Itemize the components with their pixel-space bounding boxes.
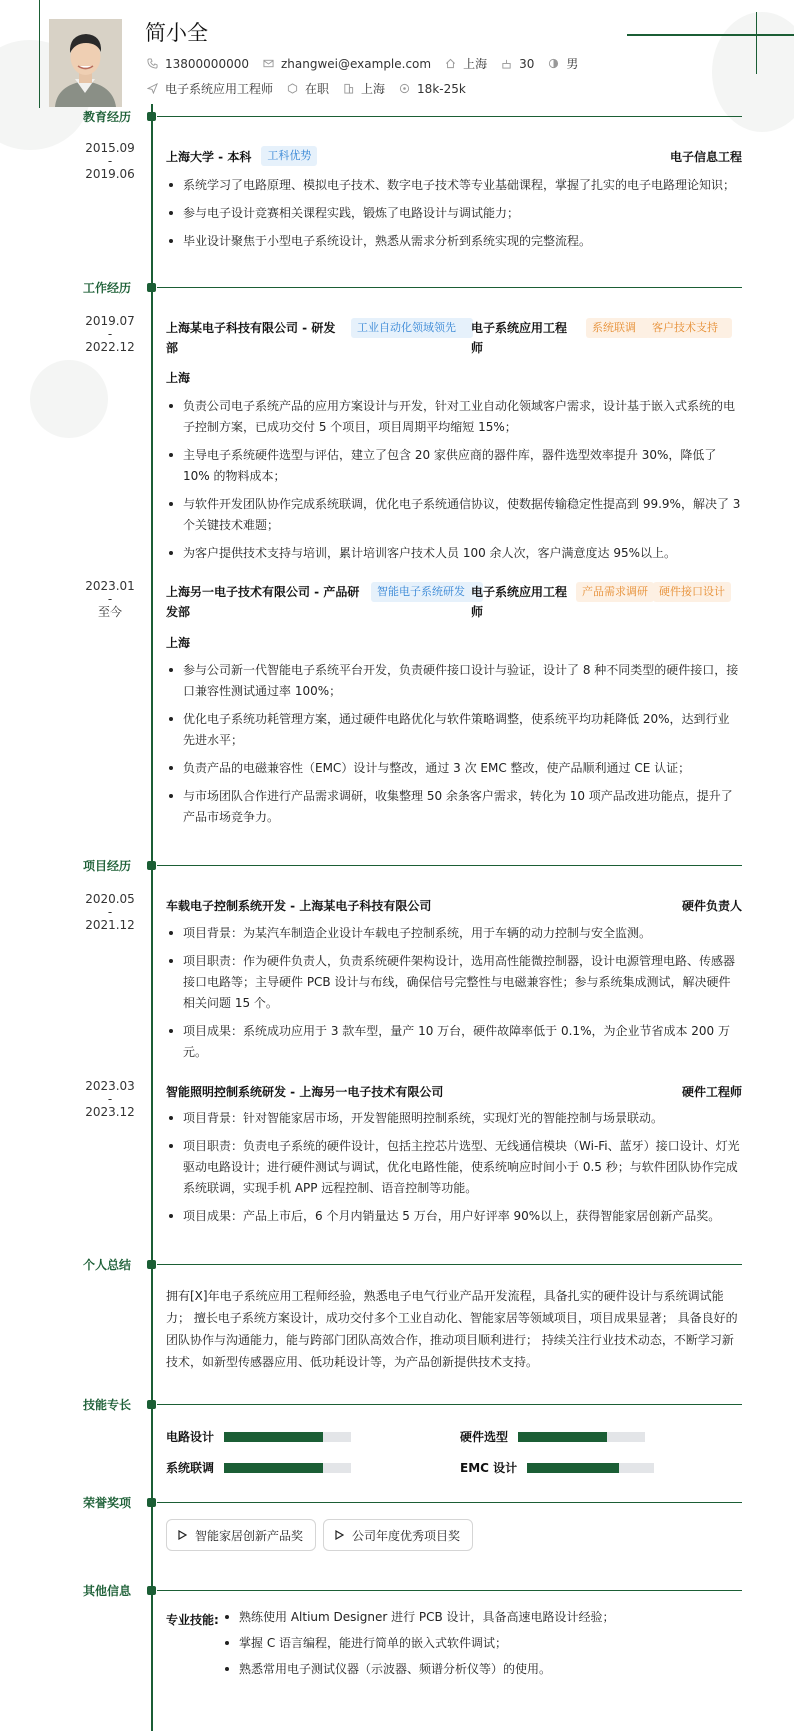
summary-text: 拥有[X]年电子系统应用工程师经验，熟悉电子电气行业产品开发流程，具备扎实的硬件设计与系统调试能力； 擅长电子系统方案设计，成功交付多个工业自动化、智能家居等领域项目，项目成果显著； 具备良好的团队协作与沟通能力，能与跨部门团队高效合作，推动项目顺利进行； 持续关注行业技术动态，不断学习新技术，如新型传感器应用、低功耗设计等，为产品创新提供技术支持。: [166, 1289, 738, 1369]
city-item: [445, 55, 487, 72]
list-item: 项目职责：作为硬件负责人，负责系统硬件架构设计，选用高性能微控制器，设计电源管理电路、传感器接口电路等；主导硬件 PCB 设计与布线，确保信号完整性与电磁兼容性；参与系统集成测试，解决硬件相关问题 15 个。: [166, 951, 741, 1014]
date-separator: -: [107, 905, 113, 919]
work-location: 上海: [166, 371, 191, 385]
gender-icon: [548, 58, 559, 69]
phone-icon: [147, 58, 158, 69]
skill-item: [166, 1459, 351, 1476]
honor-text: 公司年度优秀项目奖: [352, 1528, 461, 1543]
project-role: 硬件负责人: [681, 899, 742, 913]
skill-bar: [518, 1432, 645, 1442]
date-end: 2022.12: [85, 340, 135, 354]
section-dot-other: [147, 1586, 156, 1595]
list-item: 与软件开发团队协作完成系统联调，优化电子系统通信协议，使数据传输稳定性提高到 99.9%，解决了 3 个关键技术难题；: [166, 494, 741, 536]
skill-bar-fill: [527, 1463, 618, 1473]
salary-text: 18k-25k: [417, 81, 466, 96]
skill-item: [460, 1459, 654, 1476]
date-end: 2019.06: [85, 167, 135, 181]
date-separator: -: [107, 592, 113, 606]
list-item: 项目背景：针对智能家居市场，开发智能照明控制系统，实现灯光的智能控制与场景联动。: [166, 1108, 741, 1129]
other-bullets: [222, 1607, 742, 1685]
section-title-projects: 项目经历: [82, 859, 131, 873]
list-item: 参与公司新一代智能电子系统平台开发，负责硬件接口设计与验证，设计了 8 种不同类型的硬件接口，接口兼容性测试通过率 100%；: [166, 660, 741, 702]
section-title-other: 其他信息: [82, 1584, 131, 1598]
honor-badge: [166, 1519, 316, 1551]
list-item: 掌握 C 语言编程，能进行简单的嵌入式软件调试；: [222, 1633, 742, 1654]
list-item: 项目成果：系统成功应用于 3 款车型，量产 10 万台，硬件故障率低于 0.1%，为企业节省成本 200 万元。: [166, 1021, 741, 1063]
section-title-summary: 个人总结: [82, 1258, 131, 1272]
date-separator: -: [107, 154, 113, 168]
section-rule-other: [157, 1590, 742, 1591]
section-rule-education: [157, 116, 742, 117]
list-item: 负责公司电子系统产品的应用方案设计与开发，针对工业自动化领域客户需求，设计基于嵌入式系统的电子控制方案，已成功交付 5 个项目，项目周期平均缩短 15%；: [166, 396, 741, 438]
date-separator: -: [107, 327, 113, 341]
date-start: 2015.09: [85, 141, 135, 155]
section-title-skills: 技能专长: [82, 1398, 131, 1412]
work-date: [70, 313, 150, 355]
skill-tag: 客户技术支持: [646, 318, 732, 338]
skill-bar-fill: [224, 1463, 323, 1473]
age-text: 30: [519, 56, 535, 71]
date-end: 2023.12: [85, 1105, 135, 1119]
project-header: [166, 897, 742, 914]
date-start: 2019.07: [85, 314, 135, 328]
company-name: 上海某电子科技有限公司 - 研发部: [166, 321, 336, 355]
list-item: 与市场团队合作进行产品需求调研，收集整理 50 余条客户需求，转化为 10 项产品改进功能点，提升了产品市场竞争力。: [166, 786, 741, 828]
salary-icon: [399, 83, 410, 94]
list-item: 熟悉常用电子测试仪器（示波器、频谱分析仪等）的使用。: [222, 1659, 742, 1680]
education-header: [166, 146, 742, 166]
section-rule-skills: [157, 1404, 742, 1405]
send-icon: [147, 83, 158, 94]
project-title: 智能照明控制系统研发 - 上海另一电子技术有限公司: [166, 1085, 444, 1099]
home-icon: [445, 58, 456, 69]
work-date: [70, 578, 150, 620]
frame-line-right: [756, 12, 757, 74]
project-date: [70, 1078, 150, 1120]
section-dot-honors: [147, 1498, 156, 1507]
skill-name: 系统联调: [166, 1461, 215, 1475]
section-rule-summary: [157, 1264, 742, 1265]
skill-bar: [224, 1432, 351, 1442]
skill-name: 硬件选型: [460, 1430, 509, 1444]
project-bullets: [166, 1108, 741, 1234]
phone-item: [147, 57, 249, 71]
section-dot-skills: [147, 1400, 156, 1409]
list-item: 项目成果：产品上市后，6 个月内销量达 5 万台，用户好评率 90%以上，获得智能家居创新产品奖。: [166, 1206, 741, 1227]
gender-text: 男: [566, 57, 579, 71]
industry-tag: 工业自动化领域领先: [351, 318, 473, 338]
work-bullets: [166, 660, 741, 835]
work-location: 上海: [166, 636, 191, 650]
section-title-education: 教育经历: [82, 110, 131, 124]
list-item: 参与电子设计竞赛相关课程实践，锻炼了电路设计与调试能力；: [166, 203, 741, 224]
skill-bar-fill: [224, 1432, 323, 1442]
major: 电子信息工程: [669, 149, 742, 164]
gender-item: [548, 55, 578, 72]
section-dot-summary: [147, 1260, 156, 1269]
honor-text: 智能家居创新产品奖: [195, 1528, 304, 1543]
status-item: [287, 80, 329, 97]
skill-name: EMC 设计: [460, 1461, 518, 1475]
company-name: 上海另一电子技术有限公司 - 产品研发部: [166, 585, 360, 619]
play-icon: [177, 1530, 187, 1540]
project-title: 车载电子控制系统开发 - 上海某电子科技有限公司: [166, 899, 432, 913]
list-item: 项目职责：负责电子系统的硬件设计，包括主控芯片选型、无线通信模块（Wi-Fi、蓝牙）接口设计、灯光驱动电路设计；进行硬件测试与调试，优化电路性能，使系统响应时间小于 0.5 秒；与软件团队协作完成系统联调，实现手机 APP 远程控制、语音控制等功能。: [166, 1136, 741, 1199]
section-rule-projects: [157, 865, 742, 866]
section-title-work: 工作经历: [82, 281, 131, 295]
play-icon: [334, 1530, 344, 1540]
date-start: 2020.05: [85, 892, 135, 906]
section-title-honors: 荣誉奖项: [82, 1496, 131, 1510]
section-dot-education: [147, 112, 156, 121]
skill-tag: 系统联调: [586, 318, 650, 338]
position: 电子系统应用工程师: [471, 585, 568, 619]
job-row: [147, 80, 480, 97]
honor-badge: [323, 1519, 473, 1551]
skill-item: [460, 1428, 645, 1445]
date-separator: -: [107, 1092, 113, 1106]
job-title-item: [147, 80, 273, 97]
section-rule-honors: [157, 1502, 742, 1503]
position: 电子系统应用工程师: [471, 321, 568, 355]
city-text: 上海: [463, 57, 488, 71]
decor-circle-mid-left: [30, 360, 108, 438]
skill-bar-fill: [518, 1432, 607, 1442]
list-item: 项目背景：为某汽车制造企业设计车载电子控制系统，用于车辆的动力控制与安全监测。: [166, 923, 741, 944]
work-bullets: [166, 396, 741, 571]
salary-item: [399, 82, 466, 96]
skill-bar: [224, 1463, 351, 1473]
email-item: [263, 57, 431, 71]
skill-tag: 硬件接口设计: [653, 582, 731, 602]
skill-tag: 产品需求调研: [576, 582, 654, 602]
other-label: 专业技能:: [166, 1613, 219, 1627]
project-role: 硬件工程师: [681, 1085, 742, 1099]
date-start: 2023.01: [85, 579, 135, 593]
list-item: 主导电子系统硬件选型与评估，建立了包含 20 家供应商的器件库，器件选型效率提升 30%，降低了 10% 的物料成本；: [166, 445, 741, 487]
list-item: 系统学习了电路原理、模拟电子技术、数字电子技术等专业基础课程，掌握了扎实的电子电路理论知识；: [166, 175, 741, 196]
list-item: 优化电子系统功耗管理方案，通过硬件电路优化与软件策略调整，使系统平均功耗降低 20%，达到行业先进水平；: [166, 709, 741, 751]
building-icon: [343, 83, 354, 94]
skill-bar: [527, 1463, 654, 1473]
list-item: 负责产品的电磁兼容性（EMC）设计与整改，通过 3 次 EMC 整改，使产品顺利通过 CE 认证；: [166, 758, 741, 779]
cake-icon: [501, 58, 512, 69]
industry-tag: 智能电子系统研发: [371, 582, 483, 602]
decor-circle-top-right: [712, 12, 794, 132]
work-city-item: [343, 80, 385, 97]
education-date: [70, 140, 150, 182]
age-item: [501, 57, 534, 71]
contact-row: [147, 55, 592, 72]
email-text: zhangwei@example.com: [280, 56, 432, 71]
work-city-text: 上海: [361, 82, 386, 96]
job-title-text: 电子系统应用工程师: [165, 82, 274, 96]
date-end: 2021.12: [85, 918, 135, 932]
list-item: 熟练使用 Altium Designer 进行 PCB 设计，具备高速电路设计经验；: [222, 1607, 742, 1628]
section-dot-work: [147, 283, 156, 292]
school-tag: 工科优势: [261, 146, 317, 166]
timeline-line: [151, 104, 153, 1731]
section-rule-work: [157, 287, 742, 288]
project-bullets: [166, 923, 741, 1070]
email-icon: [263, 58, 274, 69]
education-bullets: [166, 175, 741, 259]
status-text: 在职: [305, 82, 330, 96]
status-icon: [287, 83, 298, 94]
project-header: [166, 1083, 742, 1100]
avatar: [49, 19, 122, 107]
date-end: 至今: [97, 605, 122, 619]
skill-name: 电路设计: [166, 1430, 215, 1444]
frame-line-top-right: [627, 34, 794, 36]
phone-text: 13800000000: [165, 56, 249, 71]
frame-line-left: [39, 0, 40, 108]
list-item: 为客户提供技术支持与培训，累计培训客户技术人员 100 余人次，客户满意度达 95%以上。: [166, 543, 741, 564]
list-item: 毕业设计聚焦于小型电子系统设计，熟悉从需求分析到系统实现的完整流程。: [166, 231, 741, 252]
school-name: 上海大学 - 本科: [166, 149, 252, 164]
project-date: [70, 891, 150, 933]
candidate-name: 简小全: [145, 21, 208, 45]
skill-item: [166, 1428, 351, 1445]
section-dot-projects: [147, 861, 156, 870]
date-start: 2023.03: [85, 1079, 135, 1093]
